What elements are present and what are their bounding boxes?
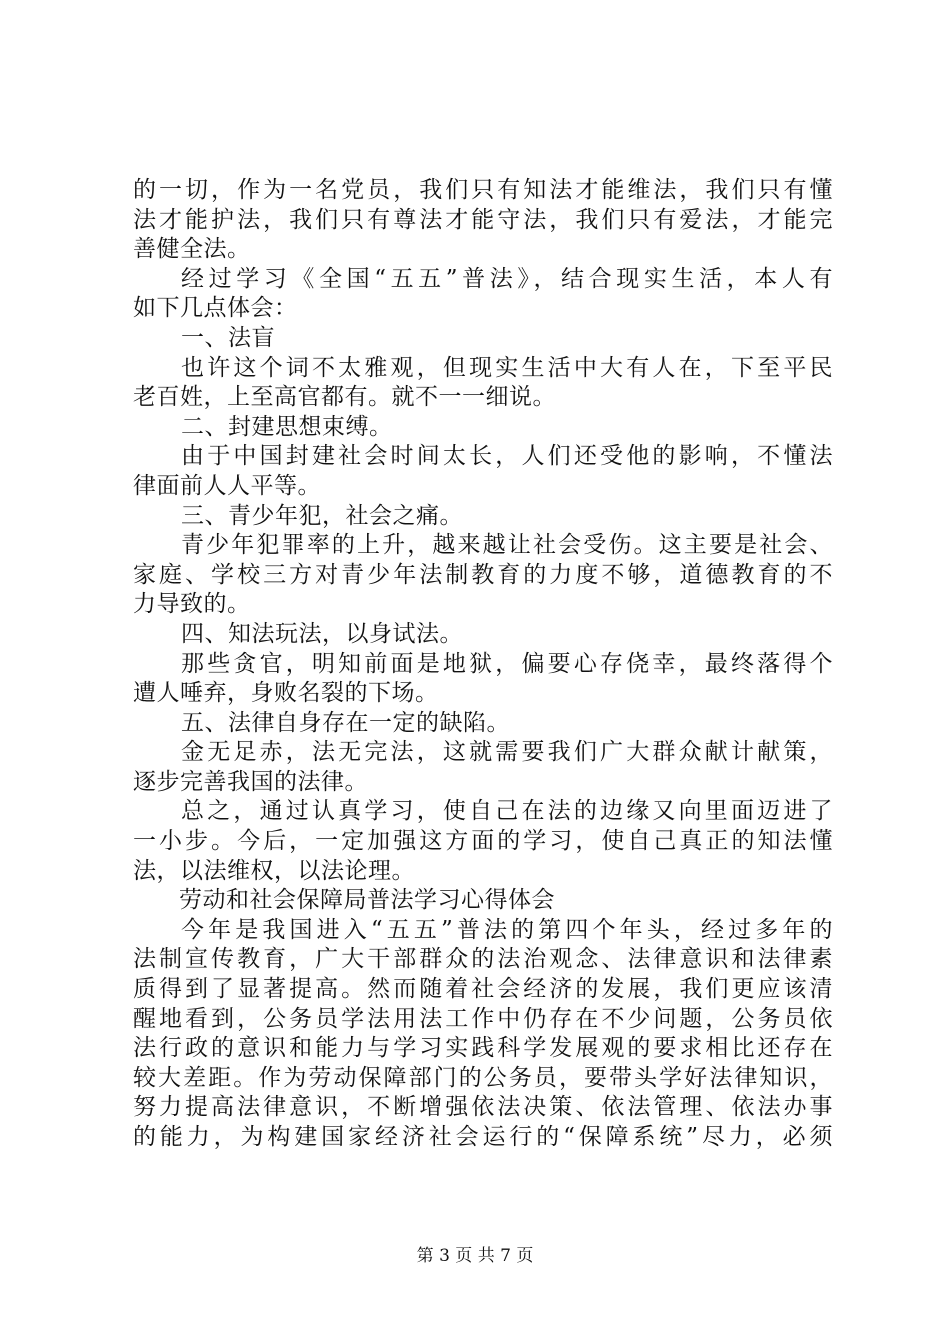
text-line: 青少年犯罪率的上升，越来越让社会受伤。这主要是社会、 — [181, 532, 833, 559]
text-line: 逐步完善我国的法律。 — [133, 768, 368, 795]
page-number-label: 第 3 页 共 7 页 — [416, 1246, 534, 1266]
section-heading: 三、青少年犯，社会之痛。 — [181, 502, 463, 529]
text-line: 金无足赤，法无完法，这就需要我们广大群众献计献策， — [181, 739, 833, 766]
section-heading: 二、封建思想束缚。 — [181, 413, 393, 440]
article-title: 劳动和社会保障局普法学习心得体会 — [179, 887, 555, 914]
text-line: 家庭、学校三方对青少年法制教育的力度不够，道德教育的不 — [133, 561, 833, 588]
text-line: 经过学习《全国“五五”普法》，结合现实生活，本人有 — [181, 265, 833, 292]
section-heading: 五、法律自身存在一定的缺陷。 — [181, 709, 510, 736]
text-line: 的一切，作为一名党员，我们只有知法才能维法，我们只有懂 — [133, 177, 833, 203]
text-line: 醒地看到，公务员学法用法工作中仍存在不少问题，公务员依 — [133, 1005, 833, 1032]
text-line: 总之，通过认真学习，使自己在法的边缘又向里面迈进了 — [181, 798, 833, 825]
text-line: 力导致的。 — [133, 591, 251, 618]
section-heading: 一、法盲 — [181, 324, 275, 351]
text-line: 如下几点体会： — [133, 295, 298, 322]
page-footer — [0, 1246, 950, 1266]
section-heading: 四、知法玩法，以身试法。 — [181, 620, 463, 647]
text-line: 法才能护法，我们只有尊法才能守法，我们只有爱法，才能完 — [133, 206, 833, 233]
text-line: 法，以法维权，以法论理。 — [133, 857, 415, 884]
text-line: 法行政的意识和能力与学习实践科学发展观的要求相比还存在 — [133, 1035, 833, 1062]
text-line: 善健全法。 — [133, 236, 251, 263]
text-line: 今年是我国进入“五五”普法的第四个年头，经过多年的 — [181, 916, 833, 943]
text-line: 质得到了显著提高。然而随着社会经济的发展，我们更应该清 — [133, 976, 833, 1003]
text-line: 由于中国封建社会时间太长，人们还受他的影响，不懂法 — [181, 443, 833, 470]
text-line: 那些贪官，明知前面是地狱，偏要心存侥幸，最终落得个 — [181, 650, 833, 677]
text-line: 一小步。今后，一定加强这方面的学习，使自己真正的知法懂 — [133, 828, 833, 855]
text-line: 律面前人人平等。 — [133, 472, 321, 499]
text-line: 法制宣传教育，广大干部群众的法治观念、法律意识和法律素 — [133, 946, 833, 973]
text-line: 老百姓，上至高官都有。就不一一细说。 — [133, 384, 556, 411]
text-line: 较大差距。作为劳动保障部门的公务员，要带头学好法律知识， — [133, 1064, 833, 1091]
text-line: 努力提高法律意识，不断增强依法决策、依法管理、依法办事 — [133, 1094, 833, 1121]
text-line: 也许这个词不太雅观，但现实生活中大有人在，下至平民 — [181, 354, 833, 381]
body-text — [133, 176, 833, 1153]
text-line: 遭人唾弃，身败名裂的下场。 — [133, 680, 439, 707]
text-line: 的能力，为构建国家经济社会运行的“保障系统”尽力，必须 — [133, 1124, 833, 1150]
